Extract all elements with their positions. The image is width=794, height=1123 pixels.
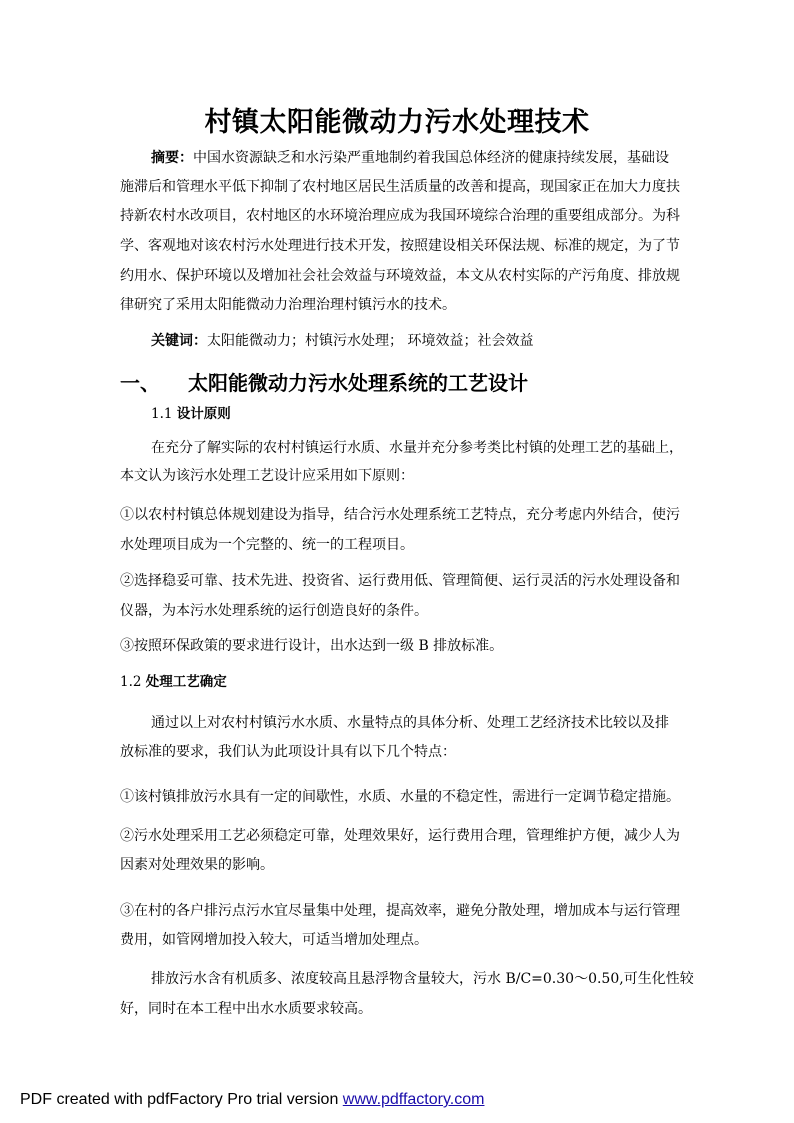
- pdf-watermark-footer: [20, 1091, 484, 1109]
- s12-item-2-line-2: 因素对处理效果的影响。: [120, 857, 274, 873]
- s11-item-2-line-2: 仪器，为本污水处理系统的运行创造良好的条件。: [120, 603, 428, 619]
- s12-closing-line-2: 好，同时在本工程中出水水质要求较高。: [120, 1001, 372, 1017]
- keywords-text: 太阳能微动力；村镇污水处理； 环境效益；社会效益: [207, 333, 534, 349]
- subsection-title: 处理工艺确定: [145, 674, 227, 690]
- keywords: [151, 331, 533, 351]
- keywords-label: 关键词：: [151, 333, 207, 349]
- abstract-line-5: 约用水、保护环境以及增加社会社会效益与环境效益，本文从农村实际的产污角度、排放规: [120, 268, 680, 284]
- subsection-title: 设计原则: [176, 406, 231, 422]
- abstract-label: 摘要：: [151, 150, 193, 166]
- s12-intro-line-1: 通过以上对农村村镇污水水质、水量特点的具体分析、处理工艺经济技术比较以及排: [151, 715, 669, 731]
- subsection-number: 1.2: [120, 674, 142, 690]
- abstract-text: 中国水资源缺乏和水污染严重地制约着我国总体经济的健康持续发展，基础设: [193, 150, 669, 166]
- section-title: 太阳能微动力污水处理系统的工艺设计: [188, 371, 528, 395]
- s12-intro-line-2: 放标准的要求，我们认为此项设计具有以下几个特点：: [120, 744, 456, 760]
- abstract-line-3: 持新农村水改项目，农村地区的水环境治理应成为我国环境综合治理的重要组成部分。为科: [120, 208, 680, 224]
- section-heading-1: [120, 367, 528, 396]
- footer-text: PDF created with pdfFactory Pro trial version: [20, 1091, 343, 1108]
- abstract-line-6: 律研究了采用太阳能微动力治理治理村镇污水的技术。: [120, 297, 456, 313]
- s12-item-2-line-1: ②污水处理采用工艺必须稳定可靠，处理效果好，运行费用合理，管理维护方便，减少人为: [120, 828, 680, 844]
- s11-item-2-line-1: ②选择稳妥可靠、技术先进、投资省、运行费用低、管理简便、运行灵活的污水处理设备和: [120, 573, 680, 589]
- s12-closing-line-1: 排放污水含有机质多、浓度较高且悬浮物含量较大，污水 B/C=0.30～0.50,可生化性较: [151, 971, 694, 987]
- subsection-heading-1-2: [120, 672, 227, 692]
- s12-item-3-line-1: ③在村的各户排污点污水宜尽量集中处理，提高效率，避免分散处理，增加成本与运行管理: [120, 903, 680, 919]
- abstract-line-4: 学、客观地对该农村污水处理进行技术开发，按照建设相关环保法规、标准的规定，为了节: [120, 238, 680, 254]
- s12-item-3-line-2: 费用，如管网增加投入较大，可适当增加处理点。: [120, 932, 428, 948]
- pdffactory-link[interactable]: www.pdffactory.com: [342, 1091, 485, 1108]
- section-number: 一、: [120, 371, 160, 395]
- abstract-line-2: 施滞后和管理水平低下抑制了农村地区居民生活质量的改善和提高，现国家正在加大力度扶: [120, 179, 680, 195]
- abstract-line-1: [151, 148, 669, 168]
- s11-intro-line-2: 本文认为该污水处理工艺设计应采用如下原则：: [120, 468, 414, 484]
- s12-item-1: ①该村镇排放污水具有一定的间歇性，水质、水量的不稳定性，需进行一定调节稳定措施。: [120, 789, 680, 805]
- s11-intro-line-1: 在充分了解实际的农村村镇运行水质、水量并充分参考类比村镇的处理工艺的基础上，: [151, 440, 683, 456]
- subsection-heading-1-1: [151, 404, 231, 424]
- s11-item-1-line-1: ①以农村村镇总体规划建设为指导，结合污水处理系统工艺特点，充分考虑内外结合，使污: [120, 507, 680, 523]
- subsection-number: 1.1: [151, 406, 173, 422]
- page-title: 村镇太阳能微动力污水处理技术: [204, 107, 590, 138]
- s11-item-1-line-2: 水处理项目成为一个完整的、统一的工程项目。: [120, 537, 414, 553]
- s11-item-3: ③按照环保政策的要求进行设计，出水达到一级 B 排放标准。: [120, 638, 504, 654]
